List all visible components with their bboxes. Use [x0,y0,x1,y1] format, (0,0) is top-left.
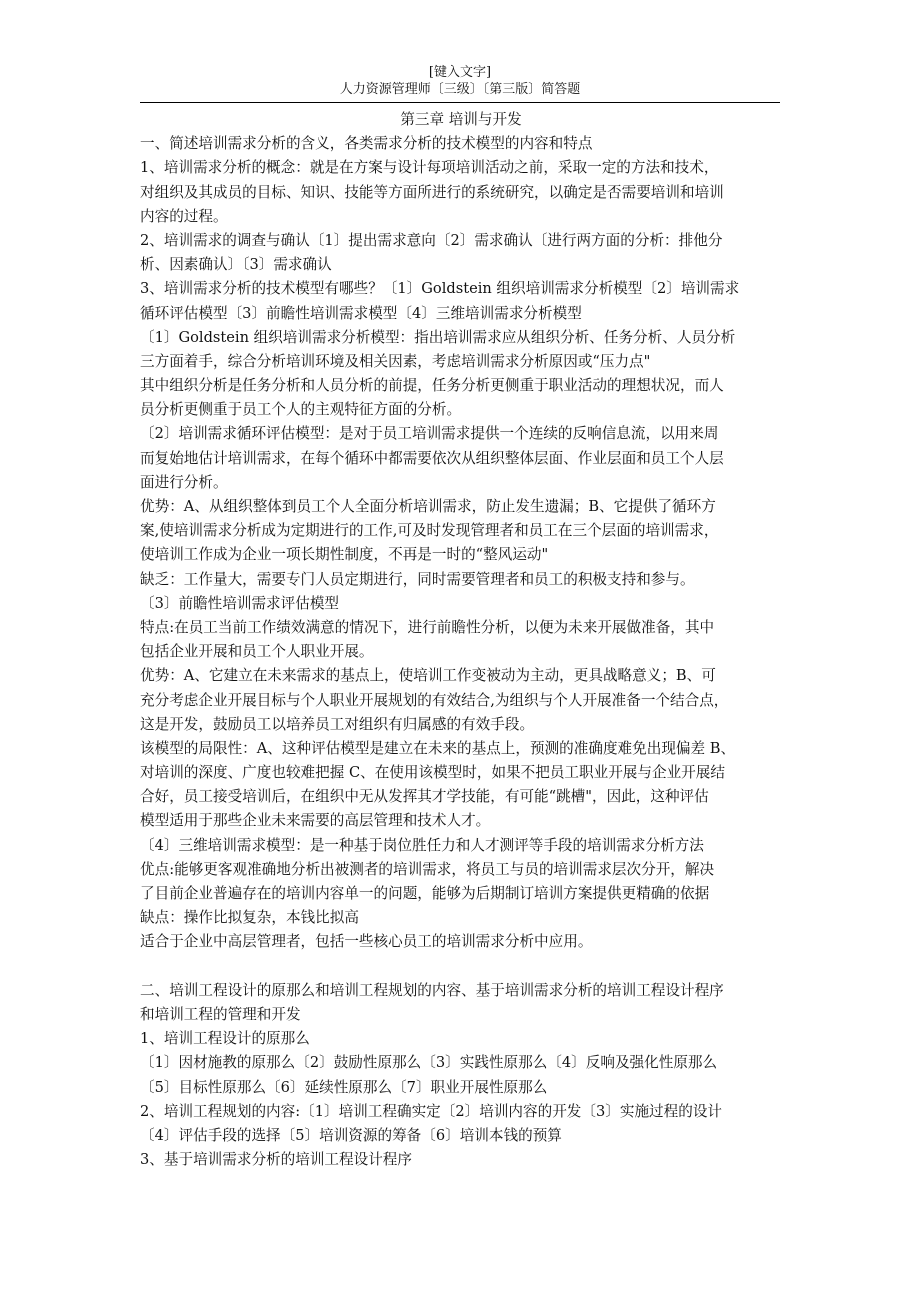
text-line: 〔4〕三维培训需求模型：是一种基于岗位胜任力和人才测评等手段的培训需求分析方法 [140,836,704,854]
text-line: 2、培训需求的调查与确认〔1〕提出需求意向〔2〕需求确认〔进行两方面的分析：排他分 [140,231,723,249]
text-line: 了目前企业普遍存在的培训内容单一的问题，能够为后期制订培训方案提供更精确的依据 [140,885,710,902]
text-line: 1、培训工程设计的原那么 [140,1030,310,1048]
blank-line [140,955,782,979]
text-line: 优势：A、从组织整体到员工个人全面分析培训需求，防止发生遗漏；B、它提供了循环方 [140,498,716,515]
text-line: 使培训工作成为企业一项长期性制度，不再是一时的“整风运动" [140,546,549,564]
header-divider [140,102,780,103]
text-line: 该模型的局限性：A、这种评估模型是建立在未来的基点上，预测的准确度难免出现偏差 B、 [140,739,736,757]
text-line: 析、因素确认〕〔3〕需求确认 [140,256,332,274]
text-line: 缺乏：工作量大，需要专门人员定期进行，同时需要管理者和员工的积极支持和参与。 [140,570,695,588]
text-line: 优势：A、它建立在未来需求的基点上，使培训工作变被动为主动，更具战略意义；B、可 [140,667,716,685]
text-line: 和培训工程的管理和开发 [140,1005,301,1023]
text-line: 3、基于培训需求分析的培训工程设计程序 [140,1151,412,1169]
text-line: 〔1〕Goldstein 组织培训需求分析模型：指出培训需求应从组织分析、任务分析、人员分析 [140,328,736,346]
page-header [140,64,780,98]
text-line: 面进行分析。 [140,473,228,491]
text-line: 其中组织分析是任务分析和人员分析的前提，任务分析更侧重于职业活动的理想状况，而人 [140,377,724,395]
text-line: 员分析更侧重于员工个人的主观特征方面的分析。 [140,401,462,419]
text-line: 优点:能够更客观准确地分析出被测者的培训需求，将员工与员的培训需求层次分开，解决 [140,860,715,878]
text-line: 〔4〕评估手段的选择〔5〕培训资源的筹备〔6〕培训本钱的预算 [140,1126,562,1144]
text-line: 这是开发，鼓励员工以培养员工对组织有归属感的有效手段。 [140,715,535,733]
text-line: 2、培训工程规划的内容:〔1〕培训工程确实定〔2〕培训内容的开发〔3〕实施过程的设计 [140,1102,723,1120]
text-line: 〔3〕前瞻性培训需求评估模型 [140,594,340,612]
text-line: 适合于企业中高层管理者，包括一些核心员工的培训需求分析中应用。 [140,933,593,951]
text-line: 三方面着手，综合分析培训环境及相关因素，考虑培训需求分析原因或“压力点" [140,352,651,370]
text-line: 〔5〕目标性原那么〔6〕延续性原那么〔7〕职业开展性原那么 [140,1078,548,1096]
text-line: 缺点：操作比拟复杂，本钱比拟高 [140,909,359,927]
text-line: 模型适用于那些企业未来需要的高层管理和技术人才。 [140,812,491,830]
text-line: 而复始地估计培训需求，在每个循环中都需要依次从组织整体层面、作业层面和员工个人层 [140,449,724,467]
text-line: 案,使培训需求分析成为定期进行的工作,可及时发现管理者和员工在三个层面的培训需求， [140,522,719,540]
text-line: 特点:在员工当前工作绩效满意的情况下，进行前瞻性分析，以便为未来开展做准备，其中 [140,618,715,636]
text-line: 3、培训需求分析的技术模型有哪些？〔1〕Goldstein 组织培训需求分析模型〔2〕培训需求 [140,280,740,298]
text-line: 〔2〕培训需求循环评估模型：是对于员工培训需求提供一个连续的反响信息流，以用来周 [140,425,719,443]
text-line: 1、培训需求分析的概念：就是在方案与设计每项培训活动之前，采取一定的方法和技术， [140,159,719,177]
text-line: 一、简述培训需求分析的含义，各类需求分析的技术模型的内容和特点 [140,135,593,153]
header-title: 人力资源管理师〔三级〕〔第三版〕简答题 [339,82,581,97]
text-line: 对培训的深度、广度也较难把握 C、在使用该模型时，如果不把员工职业开展与企业开展结 [140,764,725,782]
text-line: 包括企业开展和员工个人职业开展。 [140,643,374,661]
text-line: 内容的过程。 [140,207,228,225]
text-line: 对组织及其成员的目标、知识、技能等方面所进行的系统研究，以确定是否需要培训和培训 [140,183,724,201]
text-line: 〔1〕因材施教的原那么〔2〕鼓励性原那么〔3〕实践性原那么〔4〕反响及强化性原那么 [140,1054,718,1072]
text-line: 合好，员工接受培训后，在组织中无从发挥其才学技能，有可能“跳槽"，因此，这种评估 [140,788,709,806]
chapter-title: 第三章 培训与开发 [400,111,522,128]
body-text [140,132,782,1172]
text-line: 循环评估模型〔3〕前瞻性培训需求模型〔4〕三维培训需求分析模型 [140,304,582,322]
document-body [140,108,782,1172]
header-placeholder: [键入文字] [428,65,492,80]
text-line: 充分考虑企业开展目标与个人职业开展规划的有效结合,为组织与个人开展准备一个结合点， [140,691,729,709]
text-line: 二、培训工程设计的原那么和培训工程规划的内容、基于培训需求分析的培训工程设计程序 [140,981,724,999]
